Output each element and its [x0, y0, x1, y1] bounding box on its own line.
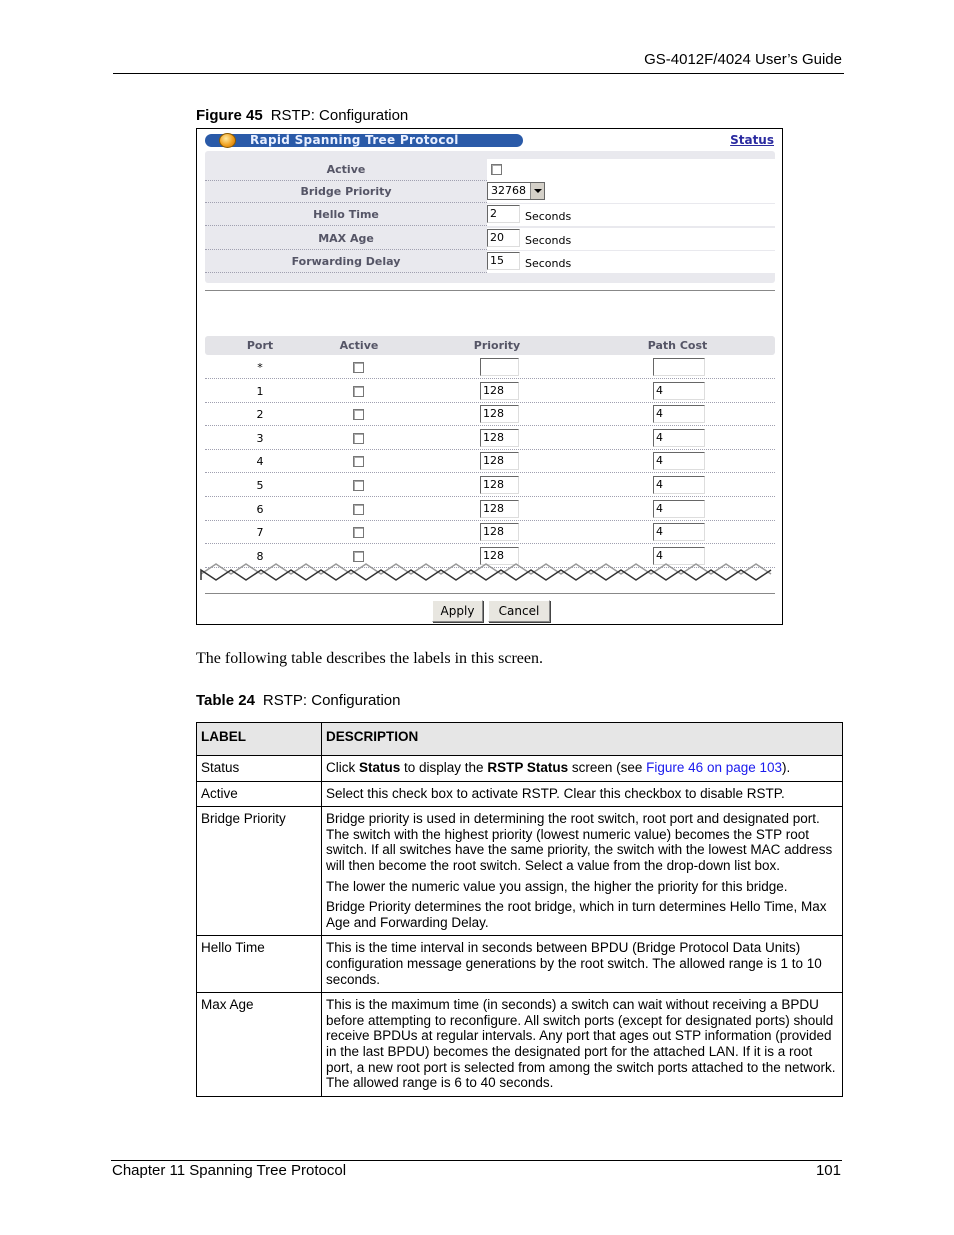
panel-title: Rapid Spanning Tree Protocol: [250, 133, 459, 147]
port-number: 1: [256, 384, 264, 398]
port-active-checkbox[interactable]: [353, 386, 364, 397]
chevron-down-icon[interactable]: [530, 183, 544, 199]
table-header-row: [197, 723, 843, 756]
active-checkbox[interactable]: [491, 164, 502, 175]
col-active: Active: [339, 339, 379, 352]
row-description: This is the maximum time (in seconds) a switch can wait without receiving a BPDU before attempting to reconfigure. All switch ports (except for designated ports) should receive BPDUs at regular intervals. Any port that ages out STP information (provided in the last BPDU) becomes the designated port for the attached LAN. If it is a root port, a new root port is selected from among the switch ports attached to the network. The allowed range is 6 to 40 seconds.: [322, 993, 843, 1097]
hello-time-unit: Seconds: [525, 210, 572, 223]
status-link[interactable]: Status: [730, 133, 774, 147]
max-age-unit: Seconds: [525, 234, 572, 247]
forwarding-delay-unit: Seconds: [525, 257, 572, 270]
port-active-checkbox[interactable]: [353, 527, 364, 538]
port-active-checkbox[interactable]: [353, 480, 364, 491]
row-label: Max Age: [197, 993, 322, 1097]
port-number: 6: [256, 502, 264, 516]
bridge-priority-select[interactable]: [487, 182, 545, 200]
port-path-cost-input[interactable]: [653, 358, 705, 376]
page-break-wave: [197, 561, 784, 587]
port-path-cost-input[interactable]: 4: [653, 405, 705, 423]
port-priority-input[interactable]: 128: [480, 476, 519, 494]
table-title: RSTP: Configuration: [262, 692, 401, 709]
guide-title: GS-4012F/4024 User’s Guide: [644, 51, 842, 68]
row-label: Hello Time: [197, 936, 322, 993]
desc-bold: RSTP Status: [487, 760, 569, 775]
footer-rule: [111, 1160, 842, 1161]
port-active-checkbox[interactable]: [353, 456, 364, 467]
table-row: [197, 756, 843, 782]
port-priority-input[interactable]: 128: [480, 452, 519, 470]
port-table-header: [205, 336, 775, 355]
port-number: 4: [256, 455, 264, 469]
figure-46-link[interactable]: Figure 46 on page 103: [646, 760, 783, 775]
port-path-cost-input[interactable]: 4: [653, 429, 705, 447]
port-priority-input[interactable]: 128: [480, 429, 519, 447]
port-row: [205, 450, 775, 473]
port-active-checkbox[interactable]: [353, 433, 364, 444]
title-orb-icon: [219, 133, 236, 148]
table-row: [197, 936, 843, 993]
col-priority: Priority: [473, 339, 521, 352]
desc-paragraph: Bridge priority is used in determining the root switch, root port and designated port. The switch with the highest priority (lowest numeric value) becomes the STP root switch. If all switches have the same priority, the switch with the lowest MAC address will then become the root switch. Select a value from the drop-down list box.: [326, 811, 833, 873]
port-path-cost-input[interactable]: 4: [653, 523, 705, 541]
port-priority-input[interactable]: [480, 358, 519, 376]
table-row: [197, 807, 843, 936]
port-priority-input[interactable]: 128: [480, 547, 519, 565]
apply-button[interactable]: Apply: [432, 600, 483, 622]
port-path-cost-input[interactable]: 4: [653, 452, 705, 470]
port-active-checkbox[interactable]: [353, 504, 364, 515]
desc-text: ).: [782, 760, 791, 775]
row-description: [322, 807, 843, 936]
table-row: [197, 781, 843, 807]
port-priority-input[interactable]: 128: [480, 382, 519, 400]
cancel-button[interactable]: Cancel: [488, 600, 550, 622]
col-port: Port: [246, 339, 274, 352]
description-table: [196, 722, 843, 1097]
figure-caption: [196, 107, 408, 124]
max-age-row: [205, 228, 775, 250]
figure-title: RSTP: Configuration: [270, 107, 409, 124]
desc-text: to display the: [400, 760, 488, 775]
max-age-label: MAX Age: [318, 232, 374, 245]
port-number: 7: [256, 526, 264, 540]
label-column-header: LABEL: [197, 723, 322, 756]
header-rule: [113, 73, 844, 74]
table-label: Table 24: [196, 692, 255, 709]
intro-paragraph: The following table describes the labels in this screen.: [196, 650, 544, 667]
port-active-checkbox[interactable]: [353, 362, 364, 373]
hello-time-row: [205, 204, 775, 226]
hello-time-input[interactable]: 2: [487, 205, 520, 223]
port-row: [205, 380, 775, 403]
section-divider: [205, 290, 775, 291]
port-row: [205, 498, 775, 521]
bridge-priority-value: 32768: [491, 184, 526, 197]
row-label: Status: [197, 756, 322, 782]
port-number: *: [257, 361, 263, 374]
port-path-cost-input[interactable]: 4: [653, 547, 705, 565]
port-path-cost-input[interactable]: 4: [653, 476, 705, 494]
port-priority-input[interactable]: 128: [480, 523, 519, 541]
page-number: 101: [815, 1162, 841, 1179]
row-description: This is the time interval in seconds between BPDU (Bridge Protocol Data Units) configuration message generations by the root switch. The allowed range is 1 to 10 seconds.: [322, 936, 843, 993]
port-number: 3: [256, 431, 264, 445]
port-row: [205, 356, 775, 379]
port-priority-input[interactable]: 128: [480, 500, 519, 518]
forwarding-delay-input[interactable]: 15: [487, 252, 520, 270]
col-path-cost: Path Cost: [647, 339, 708, 352]
active-row: [205, 159, 775, 181]
bridge-config-panel: [205, 151, 775, 283]
port-row: [205, 474, 775, 497]
rstp-screenshot: [196, 128, 783, 625]
forwarding-delay-row: [205, 251, 775, 273]
port-number: 2: [256, 408, 264, 422]
desc-text: Click: [326, 760, 359, 775]
row-description: [322, 756, 843, 782]
port-row: [205, 427, 775, 450]
port-active-checkbox[interactable]: [353, 409, 364, 420]
bridge-priority-row: [205, 181, 775, 203]
bridge-priority-label: Bridge Priority: [300, 185, 392, 198]
table-row: [197, 993, 843, 1097]
row-description: Select this check box to activate RSTP. Clear this checkbox to disable RSTP.: [322, 781, 843, 807]
figure-label: Figure 45: [196, 107, 263, 124]
port-row: [205, 521, 775, 544]
row-label: Active: [197, 781, 322, 807]
max-age-input[interactable]: 20: [487, 229, 520, 247]
port-number: 8: [256, 549, 264, 563]
panel-title-bar: [205, 134, 523, 147]
button-divider: [205, 593, 775, 594]
desc-bold: Status: [359, 760, 401, 775]
row-label: Bridge Priority: [197, 807, 322, 936]
port-row: [205, 403, 775, 426]
desc-paragraph: Bridge Priority determines the root bridge, which in turn determines Hello Time, Max Age and Forwarding Delay.: [326, 899, 827, 930]
table-caption: [196, 692, 401, 709]
desc-paragraph: The lower the numeric value you assign, the higher the priority for this bridge.: [326, 878, 788, 894]
port-number: 5: [256, 479, 264, 492]
description-column-header: DESCRIPTION: [322, 723, 843, 756]
desc-text: screen (see: [568, 760, 647, 775]
active-label: Active: [326, 163, 366, 176]
forwarding-delay-label: Forwarding Delay: [291, 255, 401, 268]
port-priority-input[interactable]: 128: [480, 405, 519, 423]
hello-time-label: Hello Time: [313, 208, 379, 221]
port-path-cost-input[interactable]: 4: [653, 500, 705, 518]
port-path-cost-input[interactable]: 4: [653, 382, 705, 400]
chapter-title: Chapter 11 Spanning Tree Protocol: [112, 1162, 347, 1179]
